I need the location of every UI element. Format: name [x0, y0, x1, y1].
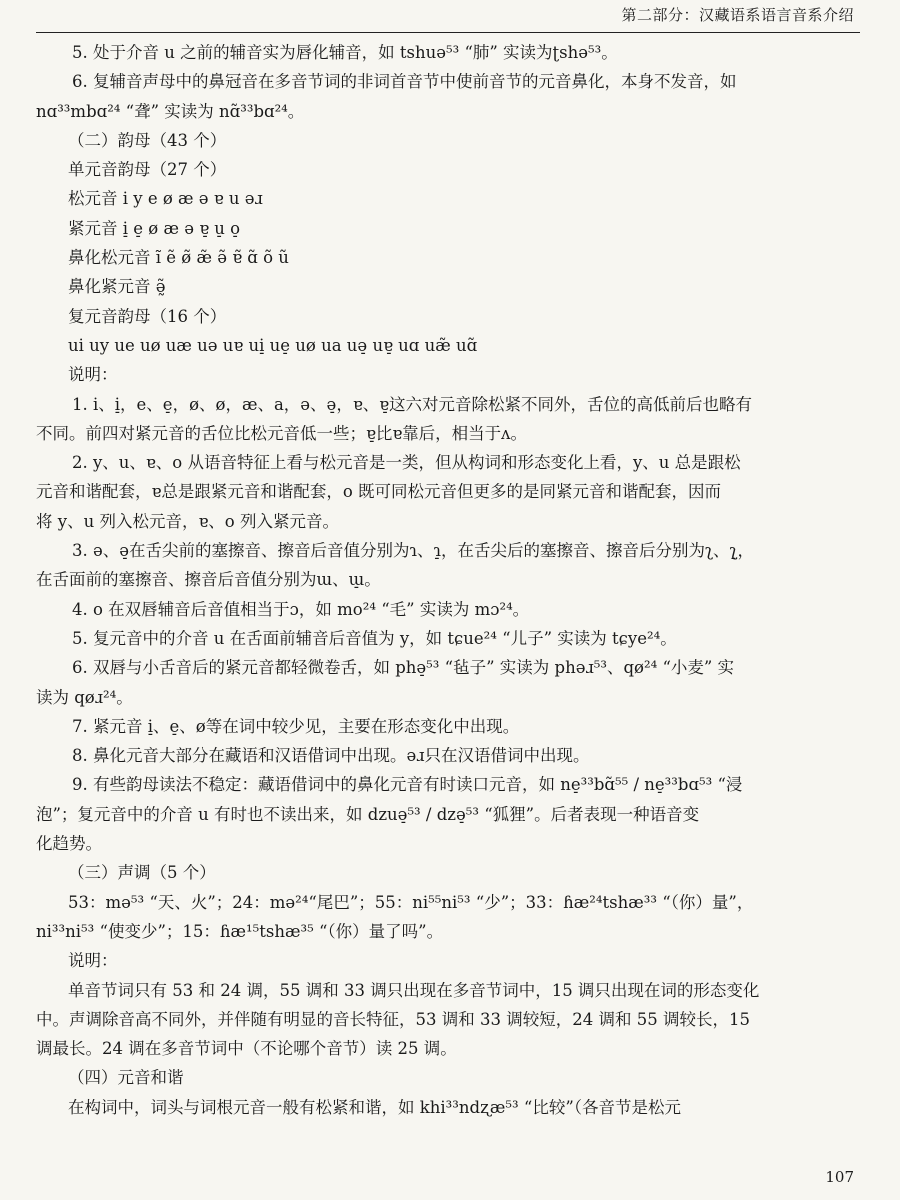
text-line: 1. i、i̠，e、e̠，ø、ø，æ、a，ə、ə̠，ɐ、ɐ̠这六对元音除松紧不同外，舌位的高低前后也略有 — [72, 394, 752, 414]
text-line: 鼻化松元音 ĩ ẽ ø̃ æ̃ ə̃ ɐ̃ ɑ̃ õ ũ — [68, 248, 289, 268]
text-line: 7. 紧元音 i̠、e̠、ø等在词中较少见，主要在形态变化中出现。 — [72, 716, 520, 736]
text-line: （四）元音和谐 — [68, 1068, 184, 1088]
text-line: 紧元音 i̠ e̠ ø æ ə ɐ̠ u̠ o̠ — [68, 218, 241, 238]
text-line: nɑ³³mbɑ²⁴ “聋” 实读为 nɑ̃³³bɑ²⁴。 — [36, 101, 305, 121]
text-line: 调最长。24 调在多音节词中（不论哪个音节）读 25 调。 — [36, 1039, 457, 1059]
text-line: 53：mə⁵³ “天、火”；24：mə²⁴“尾巴”；55：ni⁵⁵ni⁵³ “少”；33：ɦæ²⁴tshæ³³ “（你）量”， — [68, 892, 754, 912]
text-line: 将 y、u 列入松元音，ɐ、o 列入紧元音。 — [36, 511, 339, 531]
text-line: 读为 qøɹ²⁴。 — [36, 687, 133, 707]
text-line: 6. 复辅音声母中的鼻冠音在多音节词的非词首音节中使前音节的元音鼻化，本身不发音，如 — [72, 72, 737, 92]
text-line: 在舌面前的塞擦音、擦音后音值分别为ɯ、ɯ̠。 — [36, 570, 381, 590]
page-body — [36, 38, 856, 1122]
text-line: 元音和谐配套，ɐ总是跟紧元音和谐配套，o 既可同松元音但更多的是同紧元音和谐配套，因而 — [36, 482, 722, 502]
text-line: 说明： — [68, 951, 118, 971]
text-line: 中。声调除音高不同外，并伴随有明显的音长特征，53 调和 33 调较短，24 调和 55 调较长，15 — [36, 1009, 750, 1029]
text-line: 8. 鼻化元音大部分在藏语和汉语借词中出现。əɹ只在汉语借词中出现。 — [72, 746, 590, 766]
text-line: 不同。前四对紧元音的舌位比松元音低一些；ɐ̠比ɐ靠后，相当于ʌ。 — [36, 423, 527, 443]
text-line: （三）声调（5 个） — [68, 863, 216, 883]
text-line: 5. 复元音中的介音 u 在舌面前辅音后音值为 y，如 tɕue²⁴ “儿子” 实读为 tɕye²⁴。 — [72, 628, 677, 648]
text-line: 松元音 i y e ø æ ə ɐ u əɹ — [68, 189, 263, 209]
text-line: 单元音韵母（27 个） — [68, 160, 227, 180]
header-rule — [36, 32, 860, 33]
text-line: 4. o 在双唇辅音后音值相当于ɔ，如 mo²⁴ “毛” 实读为 mɔ²⁴。 — [72, 599, 530, 619]
text-line: 6. 双唇与小舌音后的紧元音都轻微卷舌，如 phə̠⁵³ “毡子” 实读为 phəɹ⁵³、qø²⁴ “小麦” 实 — [72, 658, 735, 678]
text-line: ui uy ue uø uæ uə uɐ ui̠ ue̠ uø ua uə̠ uɐ̠ uɑ uæ̃ uɑ̃ — [68, 335, 478, 355]
text-line: 说明： — [68, 365, 118, 385]
text-line: （二）韵母（43 个） — [68, 130, 227, 150]
text-line: 3. ə、ə̠在舌尖前的塞擦音、擦音后音值分别为ɿ、ɿ̠，在舌尖后的塞擦音、擦音后分别为ʅ、ʅ̠， — [72, 541, 755, 561]
text-line: 鼻化紧元音 ə̰̃ — [68, 277, 166, 297]
text-line: ni³³ni⁵³ “使变少”；15：ɦæ¹⁵tshæ³⁵ “（你）量了吗”。 — [36, 921, 444, 941]
text-line: 5. 处于介音 u 之前的辅音实为唇化辅音，如 tshuə⁵³ “肺” 实读为ʈshə⁵³。 — [72, 43, 618, 62]
text-line: 在构词中，词头与词根元音一般有松紧和谐，如 khi³³ndʐæ⁵³ “比较”（各音节是松元 — [68, 1097, 682, 1117]
text-line: 单音节词只有 53 和 24 调，55 调和 33 调只出现在多音节词中，15 调只出现在词的形态变化 — [68, 980, 760, 1000]
page-number: 107 — [825, 1168, 854, 1186]
text-line: 化趋势。 — [36, 834, 102, 854]
text-line: 泡”；复元音中的介音 u 有时也不读出来，如 dzuə̠⁵³ / dzə̠⁵³ “狐狸”。后者表现一种语音变 — [36, 804, 700, 824]
text-line: 9. 有些韵母读法不稳定：藏语借词中的鼻化元音有时读口元音，如 ne̠³³bɑ̃⁵⁵ / ne̠³³bɑ⁵³ “浸 — [72, 775, 743, 795]
running-header: 第二部分：汉藏语系语言音系介绍 — [621, 6, 854, 24]
text-line: 复元音韵母（16 个） — [68, 306, 227, 326]
text-line: 2. y、u、ɐ、o 从语音特征上看与松元音是一类，但从构词和形态变化上看，y、u 总是跟松 — [72, 453, 741, 473]
